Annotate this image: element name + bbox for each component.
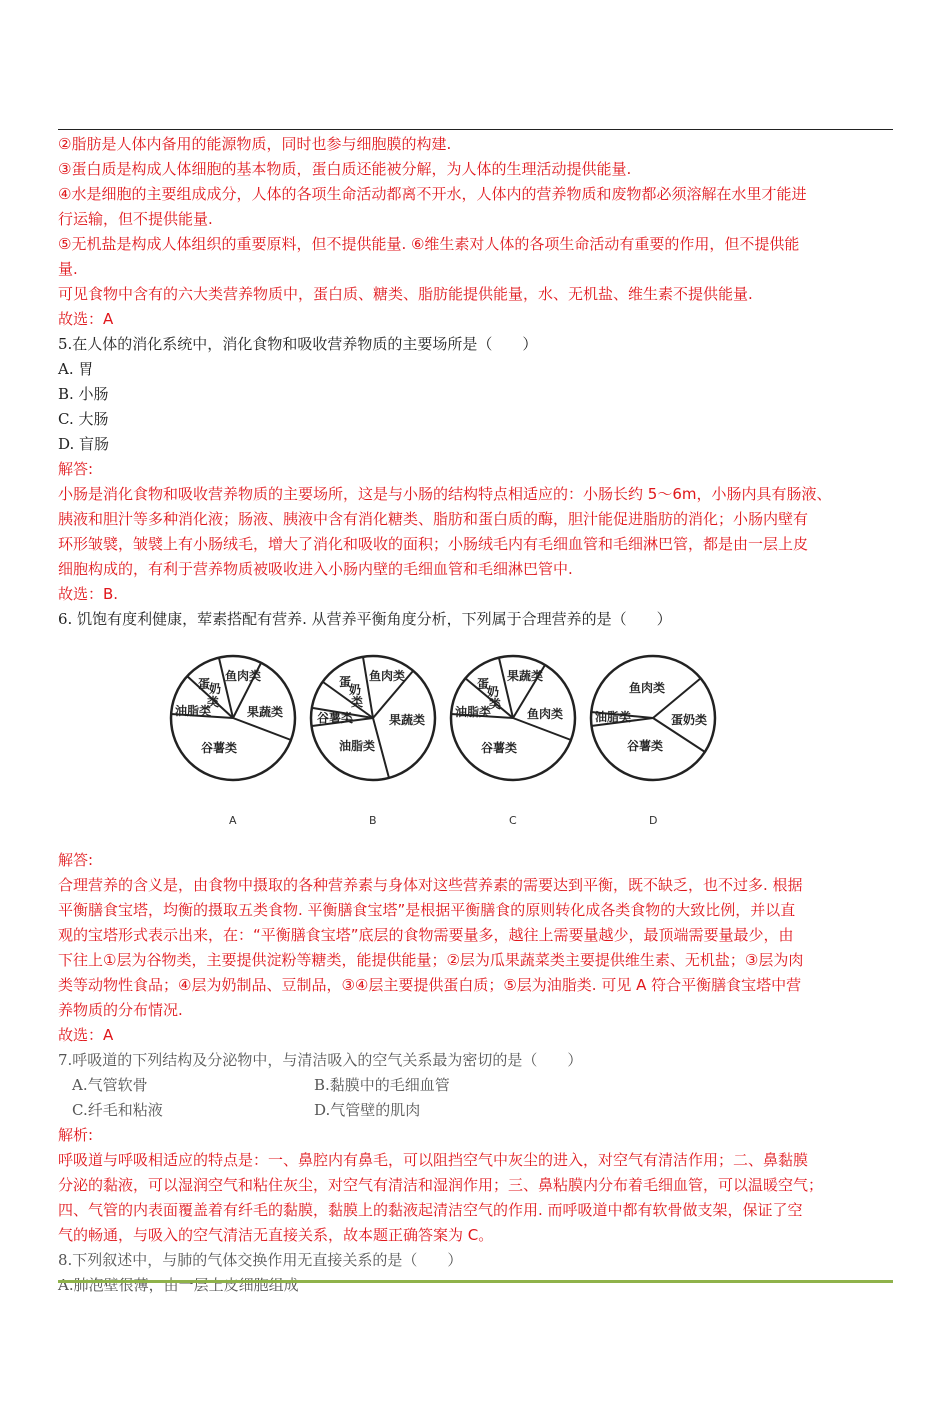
pie-caption: A: [229, 814, 237, 827]
slice-label: 蛋: [477, 677, 490, 691]
explain-line: ②脂肪是人体内备用的能源物质，同时也参与细胞膜的构建.: [58, 135, 452, 153]
explain-line: 呼吸道与呼吸相适应的特点是：一、鼻腔内有鼻毛，可以阻挡空气中灰尘的进入，对空气有清洁作用；二、鼻黏膜: [58, 1151, 809, 1169]
slice-label: 油脂类: [595, 710, 632, 724]
slice-label: 蛋: [198, 677, 211, 691]
slice-label: 鱼肉类: [527, 707, 564, 721]
question-stem: 8.下列叙述中，与肺的气体交换作用无直接关系的是（ ）: [58, 1251, 463, 1269]
slice-label: 类: [207, 695, 220, 709]
answer-line: 故选：B.: [58, 585, 119, 603]
explain-line: 四、气管的内表面覆盖着有纤毛的黏膜，黏膜上的黏液起清洁空气的作用. 而呼吸道中都有软骨做支架，保证了空: [58, 1201, 803, 1219]
option-d: D.气管壁的肌肉: [314, 1101, 421, 1119]
slice-label: 果蔬类: [247, 705, 284, 719]
answer-line: 故选：A: [58, 1026, 114, 1044]
pie-caption: B: [369, 814, 377, 827]
pie-figure: [58, 636, 893, 848]
slice-label: 谷薯类: [481, 741, 518, 755]
option-row: [58, 1073, 893, 1098]
explain-line: 细胞构成的，有利于营养物质被吸收进入小肠内壁的毛细血管和毛细淋巴管中.: [58, 560, 573, 578]
explain-line: 养物质的分布情况.: [58, 1001, 183, 1019]
slice-label: 谷薯类: [627, 739, 664, 753]
option-a: A. 胃: [58, 360, 94, 378]
slice-label: 奶: [209, 682, 222, 696]
explain-line: 胰液和胆汁等多种消化液；肠液、胰液中含有消化糖类、脂肪和蛋白质的酶，胆汁能促进脂肪的消化；小肠内壁有: [58, 510, 809, 528]
option-row: [58, 1098, 893, 1123]
explain-line: 行运输，但不提供能量.: [58, 210, 213, 228]
slice-label: 谷薯类: [317, 711, 354, 725]
solution-label: 解析:: [58, 1126, 94, 1144]
slice-label: 油脂类: [339, 739, 376, 753]
explain-line: 下往上①层为谷物类，主要提供淀粉等糖类，能提供能量；②层为瓜果蔬菜类主要提供维生素、无机盐；③层为肉: [58, 951, 804, 969]
pie-b: [311, 656, 435, 827]
option-c: C. 大肠: [58, 410, 109, 428]
header-rule: [58, 129, 893, 130]
solution-label: 解答:: [58, 851, 94, 869]
slice-label: 油脂类: [455, 705, 492, 719]
slice-label: 蛋: [339, 675, 352, 689]
explain-line: 可见食物中含有的六大类营养物质中，蛋白质、糖类、脂肪能提供能量，水、无机盐、维生素不提供能量.: [58, 285, 753, 303]
answer-line: 故选：A: [58, 310, 114, 328]
explain-line: 分泌的黏液，可以湿润空气和粘住灰尘，对空气有清洁和湿润作用；三、鼻粘膜内分布着毛细血管，可以温暖空气；: [58, 1176, 824, 1194]
pie-d: [591, 656, 715, 827]
option-c: C.纤毛和粘液: [72, 1101, 163, 1119]
slice-label: 鱼肉类: [369, 669, 406, 683]
explain-line: 平衡膳食宝塔，均衡的摄取五类食物. 平衡膳食宝塔”是根据平衡膳食的原则转化成各类食物的大致比例，并以直: [58, 901, 796, 919]
slice-label: 油脂类: [175, 704, 212, 718]
slice-label: 奶: [487, 685, 500, 699]
explain-line: 气的畅通，与吸入的空气清洁无直接关系，故本题正确答案为 C。: [58, 1226, 494, 1244]
slice-label: 果蔬类: [507, 669, 544, 683]
question-stem: 6. 饥饱有度利健康，荤素搭配有营养. 从营养平衡角度分析，下列属于合理营养的是（ ）: [58, 610, 672, 628]
option-d: D. 盲肠: [58, 435, 110, 453]
pie-c: [451, 656, 575, 827]
slice-label: 鱼肉类: [629, 681, 666, 695]
option-b: B. 小肠: [58, 385, 109, 403]
explain-line: ③蛋白质是构成人体细胞的基本物质，蛋白质还能被分解，为人体的生理活动提供能量.: [58, 160, 632, 178]
slice-label: 谷薯类: [201, 741, 238, 755]
solution-label: 解答:: [58, 460, 94, 478]
explain-line: 类等动物性食品；④层为奶制品、豆制品，③④层主要提供蛋白质；⑤层为油脂类. 可见 A 符合平衡膳食宝塔中营: [58, 976, 802, 994]
slice-label: 蛋奶类: [671, 713, 708, 727]
explain-line: 观的宝塔形式表示出来，在：“平衡膳食宝塔”底层的食物需要量多，越往上需要量越少，最顶端需要量最少，由: [58, 926, 794, 944]
explain-line: 环形皱襞，皱襞上有小肠绒毛，增大了消化和吸收的面积；小肠绒毛内有毛细血管和毛细淋巴管，都是由一层上皮: [58, 535, 809, 553]
document-body: [58, 132, 893, 1298]
slice-label: 类: [489, 697, 502, 711]
slice-label: 果蔬类: [389, 713, 426, 727]
option-a: A.肺泡壁很薄，由一层上皮细胞组成: [58, 1276, 299, 1294]
explain-line: ⑤无机盐是构成人体组织的重要原料，但不提供能量. ⑥维生素对人体的各项生命活动有重要的作用，但不提供能: [58, 235, 800, 253]
slice-label: 奶: [349, 683, 362, 697]
pie-charts: [108, 638, 748, 843]
explain-line: 合理营养的含义是，由食物中摄取的各种营养素与身体对这些营养素的需要达到平衡，既不缺乏，也不过多. 根据: [58, 876, 803, 894]
explain-line: ④水是细胞的主要组成成分，人体的各项生命活动都离不开水，人体内的营养物质和废物都必须溶解在水里才能进: [58, 185, 807, 203]
slice-label: 鱼肉类: [225, 669, 262, 683]
option-b: B.黏膜中的毛细血管: [314, 1076, 450, 1094]
pie-caption: D: [649, 814, 658, 827]
explain-line: 量.: [58, 260, 78, 278]
pie-a: [171, 656, 295, 827]
explain-line: 小肠是消化食物和吸收营养物质的主要场所，这是与小肠的结构特点相适应的：小肠长约 5～6m，小肠内具有肠液、: [58, 485, 832, 503]
option-a: A.气管软骨: [72, 1076, 148, 1094]
question-stem: 7.呼吸道的下列结构及分泌物中，与清洁吸入的空气关系最为密切的是（ ）: [58, 1051, 583, 1069]
question-stem: 5.在人体的消化系统中，消化食物和吸收营养物质的主要场所是（ ）: [58, 335, 538, 353]
footer-rule: [58, 1280, 893, 1283]
slice-label: 类: [351, 695, 364, 709]
pie-caption: C: [509, 814, 517, 827]
